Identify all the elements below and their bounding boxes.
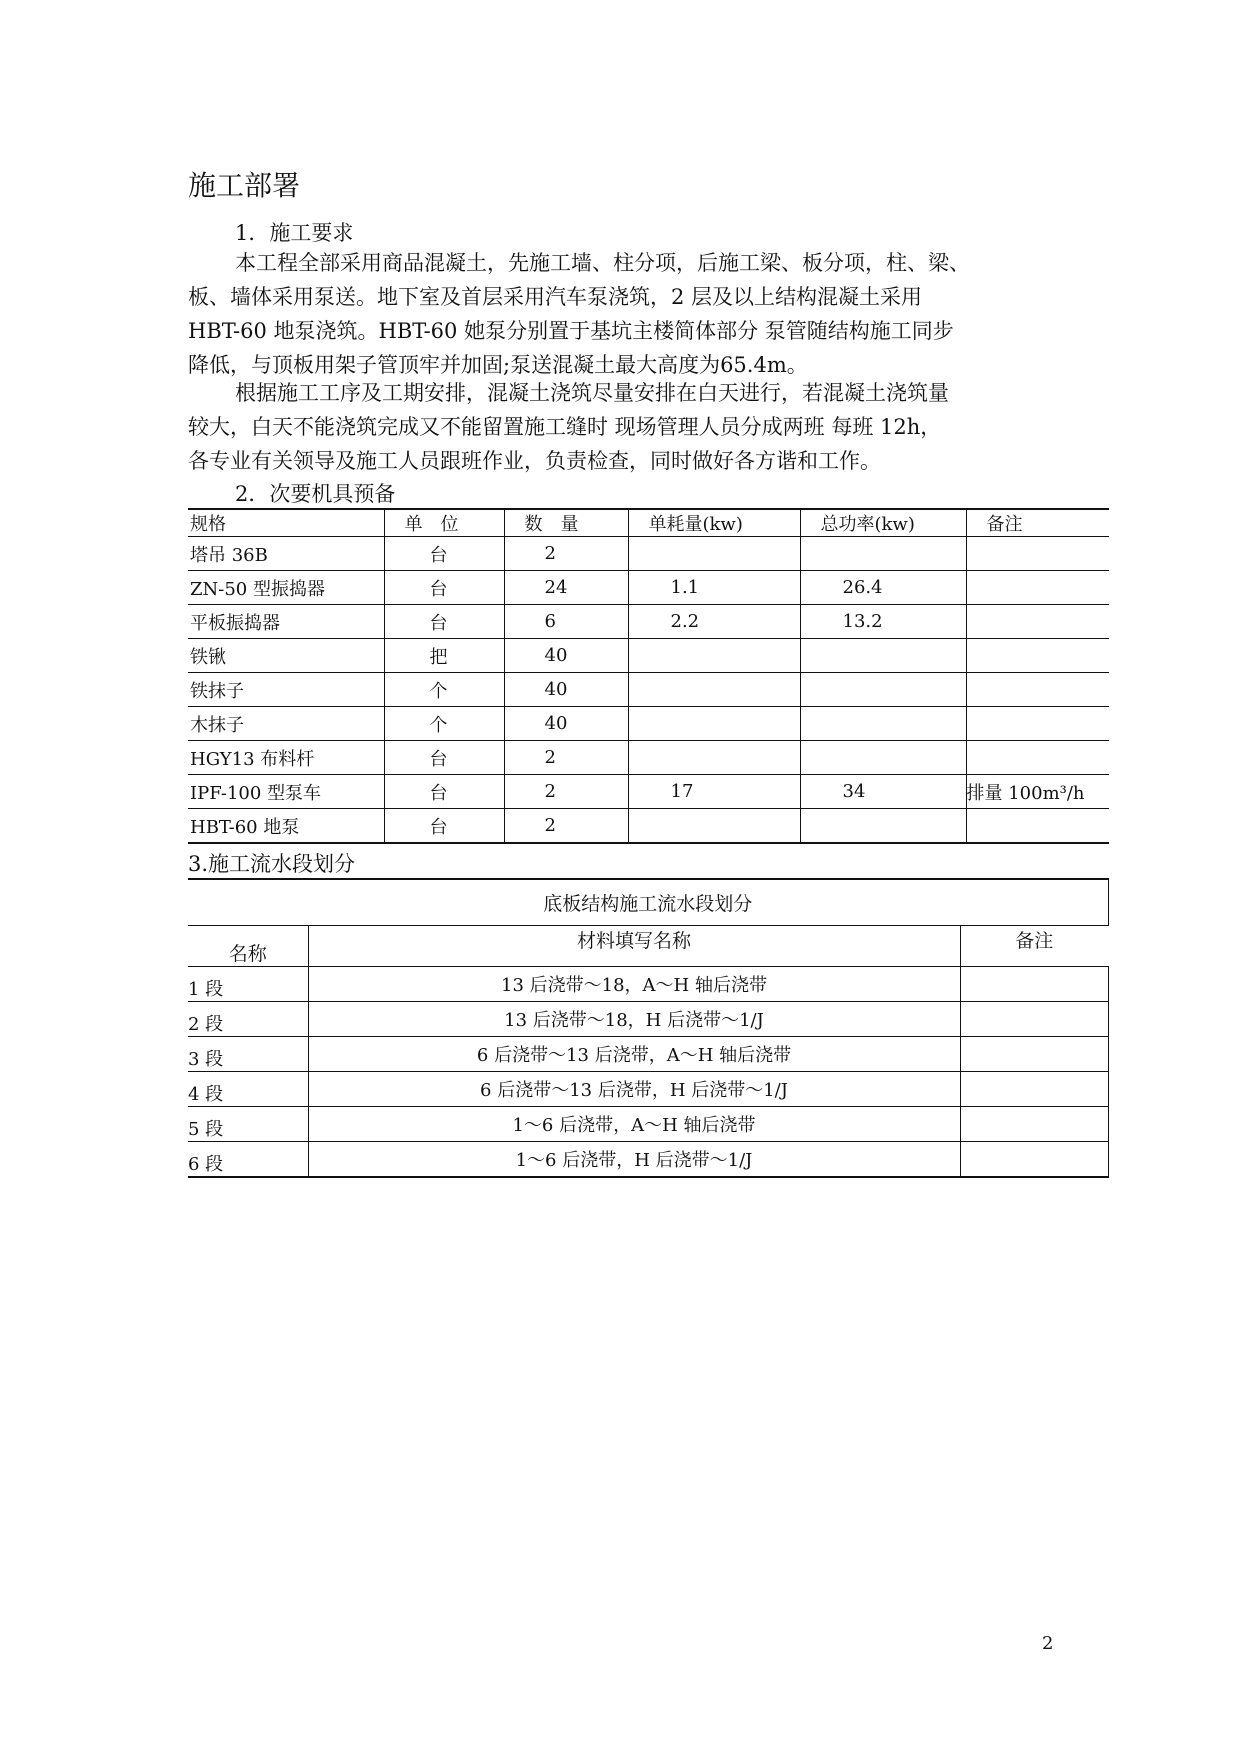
cell-note (960, 1072, 1108, 1107)
equipment-table (188, 508, 1109, 844)
cell-material: 13 后浇带～18，A～H 轴后浇带 (308, 967, 960, 1002)
cell-unit: 台 (384, 537, 504, 571)
cell-note (966, 537, 1109, 571)
paragraph-line: 根据施工工序及工期安排，混凝土浇筑尽量安排在白天进行，若混凝土浇筑量 (235, 381, 949, 405)
cell-unit: 台 (384, 775, 504, 809)
cell-quantity: 40 (504, 673, 628, 707)
cell-quantity: 2 (504, 741, 628, 775)
cell-spec: IPF-100 型泵车 (188, 775, 384, 809)
cell-note (966, 809, 1109, 844)
cell-quantity: 2 (504, 775, 628, 809)
cell-unit-power: 2.2 (628, 605, 800, 639)
cell-quantity: 40 (504, 707, 628, 741)
cell-segment-name: 2 段 (188, 1002, 308, 1037)
page-number: 2 (1042, 1633, 1054, 1654)
table-row (188, 967, 1108, 1002)
page-title: 施工部署 (188, 169, 301, 202)
cell-spec: 平板振捣器 (188, 605, 384, 639)
cell-note (966, 639, 1109, 673)
cell-total-power: 34 (800, 775, 966, 809)
cell-unit: 个 (384, 673, 504, 707)
cell-spec: 铁锹 (188, 639, 384, 673)
header-unit: 单 位 (384, 509, 504, 537)
cell-note: 排量 100m³/h (966, 775, 1109, 809)
cell-note (966, 571, 1109, 605)
cell-material: 6 后浇带～13 后浇带，A～H 轴后浇带 (308, 1037, 960, 1072)
cell-total-power (800, 639, 966, 673)
cell-spec: 木抹子 (188, 707, 384, 741)
table-row (188, 605, 1109, 639)
paragraph-line: 降低，与顶板用架子管顶牢并加固;泵送混凝土最大高度为65.4m。 (188, 353, 808, 377)
cell-note (960, 1002, 1108, 1037)
paragraph-line: 板、墙体采用泵送。地下室及首层采用汽车泵浇筑，2 层及以上结构混凝土采用 (188, 285, 923, 309)
table-row (188, 1072, 1108, 1107)
cell-unit: 台 (384, 605, 504, 639)
table-header-row (188, 926, 1108, 967)
cell-material: 13 后浇带～18，H 后浇带～1/J (308, 1002, 960, 1037)
cell-total-power (800, 707, 966, 741)
cell-unit-power (628, 707, 800, 741)
table-row (188, 673, 1109, 707)
cell-segment-name: 5 段 (188, 1107, 308, 1142)
table-caption-row (188, 879, 1108, 926)
cell-spec: ZN-50 型振捣器 (188, 571, 384, 605)
paragraph-line: 较大，白天不能浇筑完成又不能留置施工缝时 现场管理人员分成两班 每班 12h， (188, 415, 942, 439)
section-heading-2: 2．次要机具预备 (235, 482, 396, 506)
cell-unit: 台 (384, 571, 504, 605)
header-material: 材料填写名称 (308, 926, 960, 967)
cell-quantity: 40 (504, 639, 628, 673)
cell-material: 1～6 后浇带，A～H 轴后浇带 (308, 1107, 960, 1142)
cell-unit-power: 17 (628, 775, 800, 809)
table-row (188, 809, 1109, 844)
cell-unit: 台 (384, 741, 504, 775)
cell-quantity: 2 (504, 537, 628, 571)
cell-unit-power (628, 809, 800, 844)
table-row (188, 1037, 1108, 1072)
cell-unit-power (628, 673, 800, 707)
header-note: 备注 (966, 509, 1109, 537)
header-total-power: 总功率(kw) (800, 509, 966, 537)
cell-unit: 个 (384, 707, 504, 741)
table-row (188, 571, 1109, 605)
cell-segment-name: 4 段 (188, 1072, 308, 1107)
cell-note (966, 741, 1109, 775)
paragraph-line: HBT-60 地泵浇筑。HBT-60 她泵分别置于基坑主楼简体部分 泵管随结构施工同步 (188, 319, 954, 343)
cell-unit-power (628, 639, 800, 673)
table-row (188, 741, 1109, 775)
cell-note (960, 1142, 1108, 1178)
cell-quantity: 2 (504, 809, 628, 844)
cell-note (960, 1107, 1108, 1142)
table-row (188, 775, 1109, 809)
cell-note (966, 673, 1109, 707)
header-note: 备注 (960, 926, 1108, 967)
header-unit-power: 单耗量(kw) (628, 509, 800, 537)
cell-material: 6 后浇带～13 后浇带，H 后浇带～1/J (308, 1072, 960, 1107)
cell-note (960, 967, 1108, 1002)
paragraph-construction-requirements (188, 246, 1108, 382)
cell-spec: 塔吊 36B (188, 537, 384, 571)
table-row (188, 707, 1109, 741)
table-row (188, 1142, 1108, 1178)
cell-unit-power (628, 741, 800, 775)
cell-note (960, 1037, 1108, 1072)
cell-total-power (800, 537, 966, 571)
cell-total-power: 13.2 (800, 605, 966, 639)
cell-unit: 台 (384, 809, 504, 844)
cell-spec: HBT-60 地泵 (188, 809, 384, 844)
section-heading-1: 1．施工要求 (235, 221, 354, 245)
cell-spec: 铁抹子 (188, 673, 384, 707)
cell-spec: HGY13 布料杆 (188, 741, 384, 775)
cell-total-power (800, 809, 966, 844)
table-row (188, 537, 1109, 571)
header-name: 名称 (188, 926, 308, 967)
header-quantity: 数 量 (504, 509, 628, 537)
table-row (188, 1002, 1108, 1037)
cell-quantity: 6 (504, 605, 628, 639)
table-header-row (188, 509, 1109, 537)
cell-total-power: 26.4 (800, 571, 966, 605)
cell-note (966, 707, 1109, 741)
paragraph-line: 各专业有关领导及施工人员跟班作业，负责检查，同时做好各方谐和工作。 (188, 449, 881, 473)
cell-material: 1～6 后浇带，H 后浇带～1/J (308, 1142, 960, 1178)
table-row (188, 1107, 1108, 1142)
paragraph-schedule (188, 376, 1108, 478)
cell-segment-name: 3 段 (188, 1037, 308, 1072)
cell-note (966, 605, 1109, 639)
paragraph-line: 本工程全部采用商品混凝土，先施工墙、柱分项，后施工梁、板分项，柱、梁、 (235, 251, 970, 275)
flow-section-table (188, 878, 1109, 1178)
cell-unit-power (628, 537, 800, 571)
flow-table-caption: 底板结构施工流水段划分 (188, 879, 1108, 926)
cell-unit-power: 1.1 (628, 571, 800, 605)
cell-total-power (800, 741, 966, 775)
table-row (188, 639, 1109, 673)
section-heading-3: 3.施工流水段划分 (188, 852, 356, 876)
cell-quantity: 24 (504, 571, 628, 605)
cell-segment-name: 1 段 (188, 967, 308, 1002)
cell-segment-name: 6 段 (188, 1142, 308, 1178)
cell-unit: 把 (384, 639, 504, 673)
header-spec: 规格 (188, 509, 384, 537)
cell-total-power (800, 673, 966, 707)
